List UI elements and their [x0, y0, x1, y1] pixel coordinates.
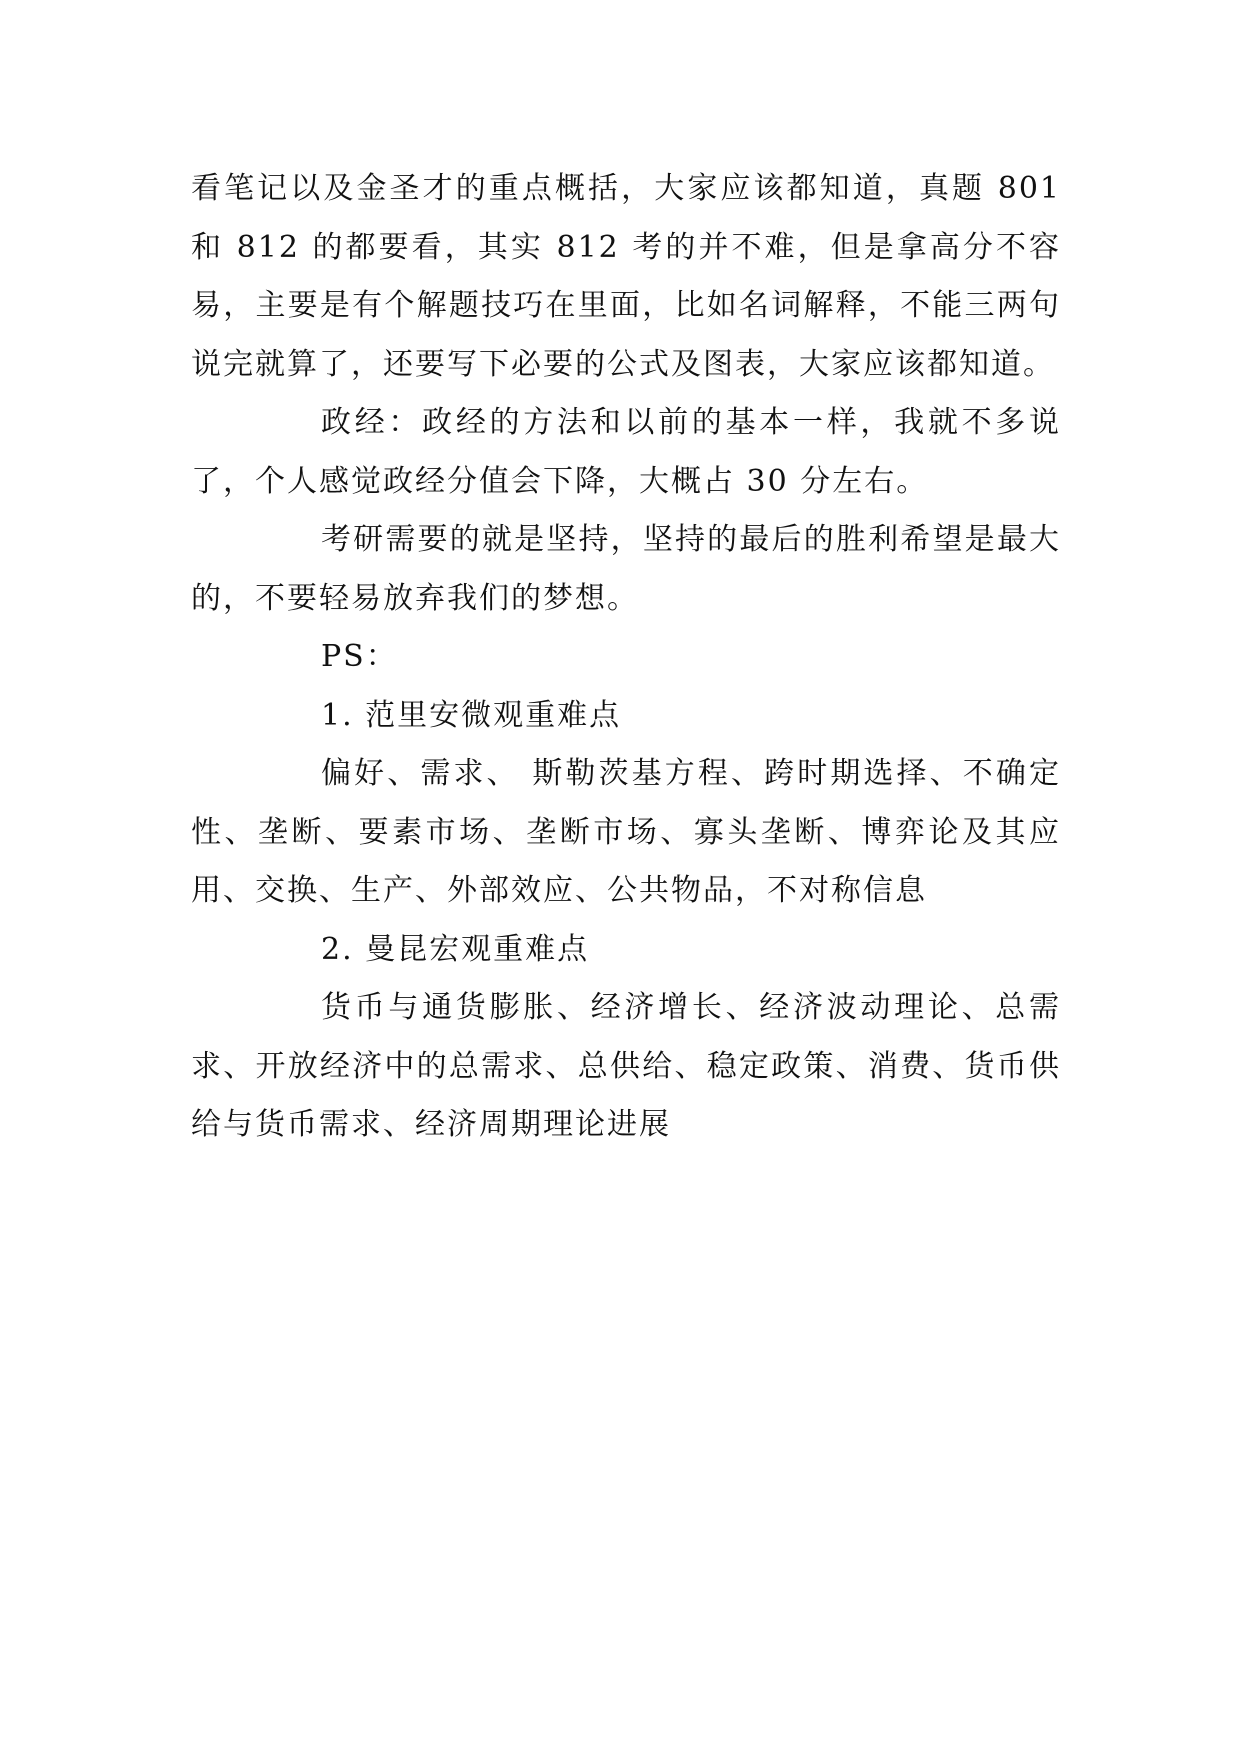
paragraph-macro-topics: 货币与通货膨胀、经济增长、经济波动理论、总需求、开放经济中的总需求、总供给、稳定政策、消费、货币供给与货币需求、经济周期理论进展 — [191, 990, 1061, 1142]
paragraph-exam-notes: 看笔记以及金圣才的重点概括，大家应该都知道，真题 801 和 812 的都要看，其实 812 考的并不难，但是拿高分不容易，主要是有个解题技巧在里面，比如名词解释，不能三两句说完就算了，还要写下必要的公式及图表，大家应该都知道。 — [191, 171, 1061, 382]
paragraph-ps-label: PS： — [321, 639, 398, 674]
document-body — [191, 160, 1061, 1155]
heading-micro-key-points: 1. 范里安微观重难点 — [321, 697, 622, 733]
heading-macro-key-points: 2. 曼昆宏观重难点 — [321, 931, 590, 967]
paragraph-political-economy: 政经：政经的方法和以前的基本一样，我就不多说了，个人感觉政经分值会下降，大概占 30 分左右。 — [191, 405, 1061, 499]
paragraph-micro-topics: 偏好、需求、 斯勒茨基方程、跨时期选择、不确定性、垄断、要素市场、垄断市场、寡头垄断、博弈论及其应用、交换、生产、外部效应、公共物品，不对称信息 — [191, 756, 1061, 908]
paragraph-persistence: 考研需要的就是坚持，坚持的最后的胜利希望是最大的，不要轻易放弃我们的梦想。 — [191, 522, 1061, 616]
